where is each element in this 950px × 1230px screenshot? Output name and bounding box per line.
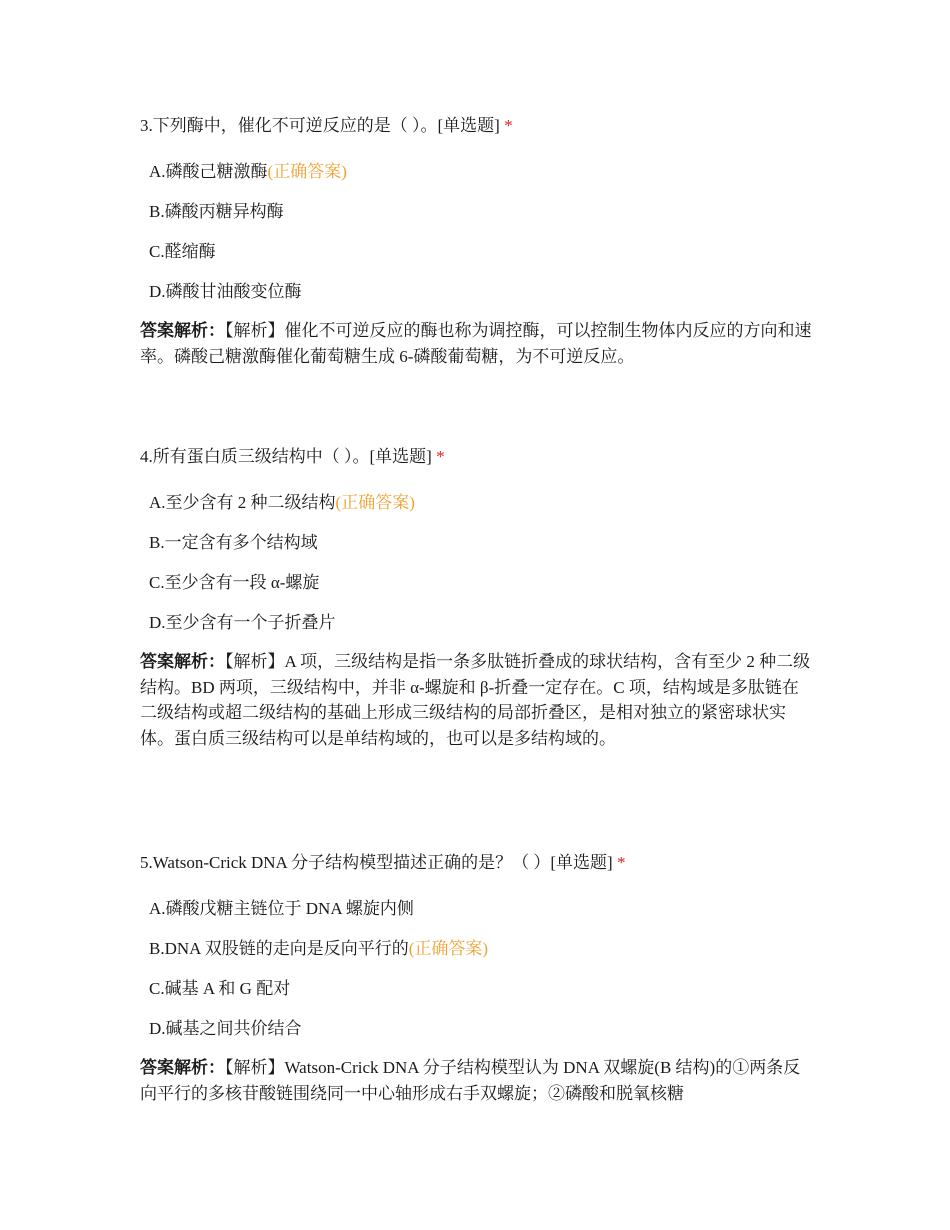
- option-text: C.至少含有一段 α-螺旋: [149, 573, 320, 592]
- option-a: [149, 897, 820, 921]
- option-text: D.至少含有一个子折叠片: [149, 613, 336, 632]
- option-d: [149, 280, 820, 304]
- option-list: [140, 897, 820, 1041]
- option-list: [140, 491, 820, 635]
- option-text: A.至少含有 2 种二级结构: [149, 493, 336, 512]
- option-text: B.一定含有多个结构域: [149, 533, 318, 552]
- analysis-text: 【解析】催化不可逆反应的酶也称为调控酶，可以控制生物体内反应的方向和速率。磷酸己糖激酶催化葡萄糖生成 6-磷酸葡萄糖，为不可逆反应。: [140, 321, 812, 366]
- option-c: [149, 977, 820, 1001]
- answer-analysis: [140, 1055, 815, 1106]
- answer-analysis: [140, 318, 815, 369]
- option-c: [149, 571, 820, 595]
- option-text: B.磷酸丙糖异构酶: [149, 202, 284, 221]
- option-d: [149, 611, 820, 635]
- option-text: C.醛缩酶: [149, 242, 216, 261]
- correct-answer-tag: (正确答案): [335, 493, 415, 512]
- option-a: [149, 491, 820, 515]
- question-stem: [140, 851, 820, 875]
- correct-answer-tag: (正确答案): [267, 162, 347, 181]
- question-stem-text: 4.所有蛋白质三级结构中（ ）。[单选题]: [140, 447, 432, 466]
- option-d: [149, 1017, 820, 1041]
- question-stem: [140, 445, 820, 469]
- question-stem: [140, 114, 820, 138]
- required-mark: *: [436, 447, 445, 466]
- option-text: B.DNA 双股链的走向是反向平行的: [149, 939, 409, 958]
- option-text: C.碱基 A 和 G 配对: [149, 979, 291, 998]
- option-b: [149, 531, 820, 555]
- option-text: D.磷酸甘油酸变位酶: [149, 282, 302, 301]
- analysis-label: 答案解析：: [140, 321, 225, 340]
- option-b: [149, 937, 820, 961]
- required-mark: *: [504, 116, 513, 135]
- question-3: [140, 114, 820, 369]
- question-4: [140, 445, 820, 751]
- analysis-text: 【解析】Watson-Crick DNA 分子结构模型认为 DNA 双螺旋(B 结构)的①两条反向平行的多核苷酸链围绕同一中心轴形成右手双螺旋；②磷酸和脱氧核糖: [140, 1058, 801, 1103]
- option-b: [149, 200, 820, 224]
- option-c: [149, 240, 820, 264]
- option-text: D.碱基之间共价结合: [149, 1019, 302, 1038]
- correct-answer-tag: (正确答案): [408, 939, 489, 958]
- question-5: [140, 851, 820, 1106]
- option-text: A.磷酸戊糖主链位于 DNA 螺旋内侧: [149, 899, 414, 918]
- required-mark: *: [616, 853, 626, 872]
- analysis-label: 答案解析：: [140, 1058, 225, 1077]
- question-stem-text: 5.Watson-Crick DNA 分子结构模型描述正确的是？（ ）[单选题]: [140, 853, 613, 872]
- option-list: [140, 160, 820, 304]
- analysis-label: 答案解析：: [140, 652, 225, 671]
- option-text: A.磷酸己糖激酶: [149, 162, 268, 181]
- answer-analysis: [140, 649, 815, 751]
- question-stem-text: 3.下列酶中，催化不可逆反应的是（ ）。[单选题]: [140, 116, 500, 135]
- analysis-text: 【解析】A 项，三级结构是指一条多肽链折叠成的球状结构，含有至少 2 种二级结构。BD 两项，三级结构中，并非 α-螺旋和 β-折叠一定存在。C 项，结构域是多肽链在二级结构或超二级结构的基础上形成三级结构的局部折叠区，是相对独立的紧密球状实体。蛋白质三级结构可以是单结构域的，也可以是多结构域的。: [140, 652, 811, 748]
- option-a: [149, 160, 820, 184]
